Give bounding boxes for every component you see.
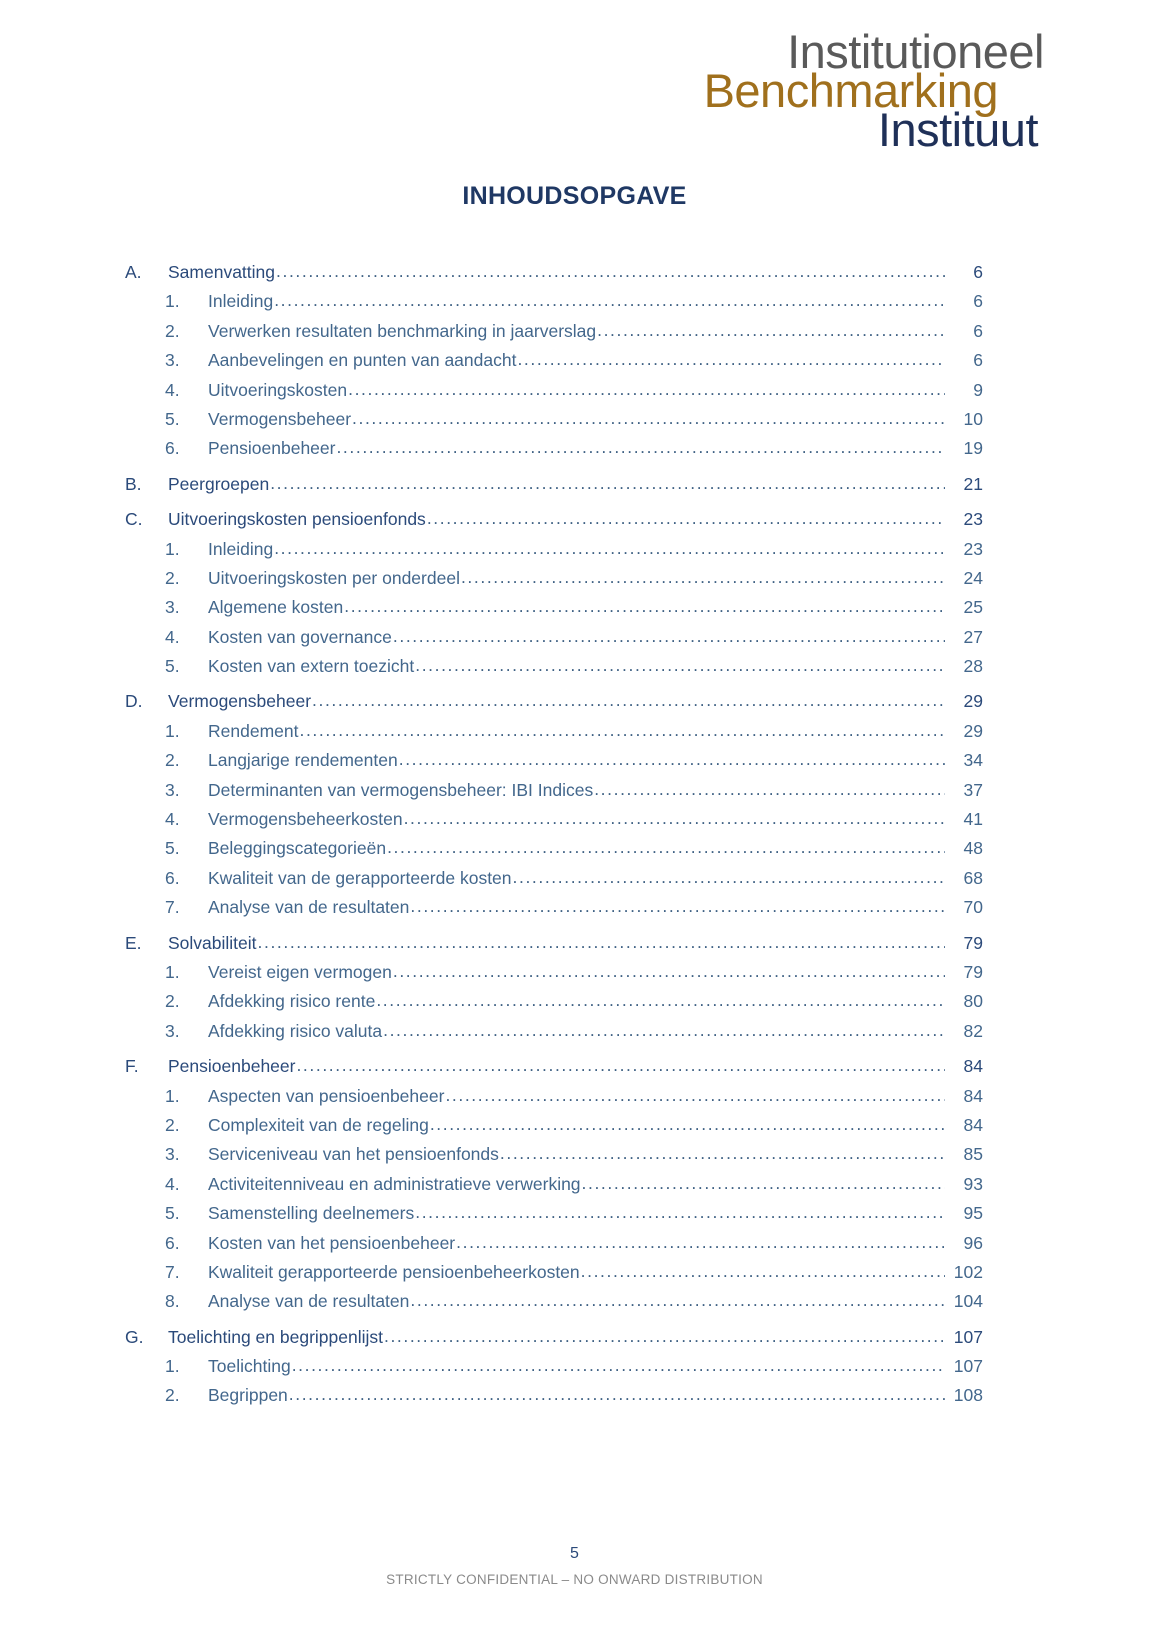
- toc-dot-leader: [597, 320, 945, 341]
- toc-dot-leader: [312, 690, 945, 711]
- toc-entry-page-number: 84: [963, 1085, 983, 1106]
- toc-entry[interactable]: [125, 656, 983, 685]
- toc-entry[interactable]: [125, 838, 983, 867]
- toc-entry-page-number: 108: [953, 1385, 983, 1406]
- toc-entry-label: Solvabiliteit: [168, 932, 257, 953]
- toc-entry[interactable]: [125, 933, 983, 962]
- toc-entry-page-number: 29: [963, 691, 983, 712]
- toc-entry-page-number: 107: [953, 1356, 983, 1377]
- toc-entry[interactable]: [125, 1144, 983, 1173]
- toc-entry[interactable]: [125, 350, 983, 379]
- toc-entry-number: 5.: [165, 1203, 180, 1224]
- toc-entry[interactable]: [125, 1262, 983, 1291]
- toc-entry-number: 3.: [165, 779, 180, 800]
- toc-entry[interactable]: [125, 1086, 983, 1115]
- toc-entry[interactable]: [125, 1056, 983, 1085]
- toc-dot-leader: [415, 1202, 945, 1223]
- toc-entry-page-number: 23: [963, 509, 983, 530]
- toc-entry-label: Langjarige rendementen: [208, 750, 398, 771]
- toc-entry-number: A.: [125, 262, 142, 282]
- toc-dot-leader: [445, 1085, 945, 1106]
- toc-entry-label: Analyse van de resultaten: [208, 1291, 410, 1312]
- toc-entry[interactable]: [125, 868, 983, 897]
- toc-entry-page-number: 19: [963, 438, 983, 459]
- toc-dot-leader: [427, 508, 945, 529]
- toc-entry[interactable]: [125, 897, 983, 926]
- toc-entry-label: Determinanten van vermogensbeheer: IBI Indices: [208, 779, 594, 800]
- toc-dot-leader: [258, 932, 945, 953]
- toc-entry-page-number: 10: [963, 408, 983, 429]
- toc-dot-leader: [289, 1384, 945, 1405]
- toc-entry-page-number: 107: [953, 1326, 983, 1347]
- toc-entry-number: 6.: [165, 867, 180, 888]
- toc-entry-label: Pensioenbeheer: [168, 1056, 296, 1077]
- toc-dot-leader: [352, 408, 945, 429]
- toc-entry-number: E.: [125, 932, 142, 953]
- toc-entry[interactable]: [125, 780, 983, 809]
- footer-page-number: 5: [570, 1545, 579, 1562]
- toc-entry-number: 1.: [165, 1356, 180, 1377]
- toc-dot-leader: [348, 379, 945, 400]
- toc-entry-page-number: 104: [953, 1291, 983, 1312]
- toc-entry-number: 3.: [165, 597, 180, 618]
- toc-dot-leader: [517, 349, 945, 370]
- toc-entry-number: 2.: [165, 750, 180, 771]
- toc-entry-page-number: 9: [973, 379, 983, 400]
- toc-dot-leader: [384, 1326, 945, 1347]
- toc-entry[interactable]: [125, 750, 983, 779]
- toc-dot-leader: [456, 1232, 945, 1253]
- toc-entry-number: 2.: [165, 1385, 180, 1406]
- toc-entry-page-number: 70: [963, 897, 983, 918]
- toc-entry-page-number: 34: [963, 750, 983, 771]
- toc-dot-leader: [274, 538, 945, 559]
- toc-entry-page-number: 82: [963, 1020, 983, 1041]
- toc-entry[interactable]: [125, 1021, 983, 1050]
- toc-entry[interactable]: [125, 1203, 983, 1232]
- footer-confidentiality-notice: STRICTLY CONFIDENTIAL – NO ONWARD DISTRIBUTION: [386, 1572, 763, 1587]
- toc-entry[interactable]: [125, 962, 983, 991]
- toc-entry-label: Afdekking risico rente: [208, 991, 376, 1012]
- toc-entry-label: Peergroepen: [168, 473, 270, 494]
- toc-entry-number: 4.: [165, 379, 180, 400]
- toc-entry-page-number: 25: [963, 597, 983, 618]
- toc-entry-label: Pensioenbeheer: [208, 438, 336, 459]
- toc-entry-page-number: 6: [973, 262, 983, 282]
- toc-entry-number: 8.: [165, 1291, 180, 1312]
- toc-entry-number: 5.: [165, 838, 180, 859]
- toc-entry[interactable]: [125, 321, 983, 350]
- toc-entry-page-number: 29: [963, 720, 983, 741]
- toc-entry-page-number: 24: [963, 567, 983, 588]
- toc-entry-label: Uitvoeringskosten: [208, 379, 348, 400]
- toc-dot-leader: [336, 437, 945, 458]
- toc-entry[interactable]: [125, 291, 983, 320]
- toc-dot-leader: [404, 808, 945, 829]
- toc-entry-label: Aanbevelingen en punten van aandacht: [208, 350, 517, 371]
- toc-entry-page-number: 6: [973, 320, 983, 341]
- toc-entry-number: 2.: [165, 991, 180, 1012]
- toc-entry[interactable]: [125, 627, 983, 656]
- toc-entry-label: Serviceniveau van het pensioenfonds: [208, 1144, 499, 1165]
- toc-entry-number: 6.: [165, 1232, 180, 1253]
- toc-dot-leader: [430, 1114, 945, 1135]
- toc-entry-page-number: 41: [963, 809, 983, 830]
- toc-entry-label: Algemene kosten: [208, 597, 344, 618]
- toc-entry[interactable]: [125, 380, 983, 409]
- toc-dot-leader: [500, 1143, 945, 1164]
- toc-entry-page-number: 6: [973, 350, 983, 371]
- toc-entry-number: 2.: [165, 567, 180, 588]
- company-logo: [703, 25, 1044, 157]
- toc-entry-page-number: 84: [963, 1056, 983, 1077]
- toc-entry-page-number: 21: [963, 473, 983, 494]
- toc-entry-number: 2.: [165, 320, 180, 341]
- toc-entry-label: Afdekking risico valuta: [208, 1020, 383, 1041]
- toc-entry-number: 1.: [165, 291, 180, 312]
- toc-entry[interactable]: [125, 1385, 983, 1414]
- toc-dot-leader: [582, 1173, 945, 1194]
- toc-dot-leader: [581, 1261, 945, 1282]
- toc-entry-number: G.: [125, 1326, 144, 1347]
- toc-entry-label: Kosten van governance: [208, 626, 392, 647]
- toc-entry-page-number: 6: [973, 291, 983, 312]
- toc-entry-page-number: 95: [963, 1203, 983, 1224]
- toc-dot-leader: [399, 749, 945, 770]
- toc-dot-leader: [393, 961, 945, 982]
- toc-entry[interactable]: [125, 597, 983, 626]
- toc-entry-label: Samenvatting: [168, 262, 276, 282]
- toc-entry-page-number: 27: [963, 626, 983, 647]
- logo-line-instituut: Instituut: [877, 103, 1038, 157]
- toc-entry-label: Kosten van het pensioenbeheer: [208, 1232, 456, 1253]
- toc-entry-number: 5.: [165, 656, 180, 677]
- toc-entry-label: Uitvoeringskosten pensioenfonds: [168, 509, 426, 530]
- toc-entry[interactable]: [125, 1174, 983, 1203]
- toc-entry-label: Toelichting en begrippenlijst: [168, 1326, 383, 1347]
- toc-entry-number: 3.: [165, 1020, 180, 1041]
- toc-entry-page-number: 48: [963, 838, 983, 859]
- toc-entry-page-number: 93: [963, 1173, 983, 1194]
- toc-dot-leader: [276, 261, 945, 282]
- toc-entry-page-number: 79: [963, 932, 983, 953]
- toc-dot-leader: [513, 867, 945, 888]
- toc-entry-label: Rendement: [208, 720, 299, 741]
- toc-entry-label: Complexiteit van de regeling: [208, 1114, 429, 1135]
- toc-entry-label: Verwerken resultaten benchmarking in jaarverslag: [208, 320, 597, 341]
- toc-entry-number: 7.: [165, 1261, 180, 1282]
- toc-entry-page-number: 102: [953, 1261, 983, 1282]
- toc-dot-leader: [296, 1055, 945, 1076]
- toc-entry-label: Kwaliteit van de gerapporteerde kosten: [208, 867, 512, 888]
- toc-dot-leader: [410, 896, 945, 917]
- toc-entry-label: Inleiding: [208, 538, 274, 559]
- toc-entry-number: D.: [125, 691, 143, 712]
- toc-dot-leader: [461, 567, 945, 588]
- toc-entry-page-number: 37: [963, 779, 983, 800]
- toc-dot-leader: [393, 626, 945, 647]
- toc-entry-label: Analyse van de resultaten: [208, 897, 410, 918]
- toc-entry-number: 4.: [165, 809, 180, 830]
- toc-entry[interactable]: [125, 1327, 983, 1356]
- toc-entry[interactable]: [125, 1356, 983, 1385]
- toc-dot-leader: [376, 990, 945, 1011]
- toc-entry-number: 6.: [165, 438, 180, 459]
- toc-entry[interactable]: [125, 509, 983, 538]
- logo-line-institutioneel: Institutioneel: [787, 25, 1044, 78]
- toc-entry-number: C.: [125, 509, 143, 530]
- logo-line-benchmarking: Benchmarking: [703, 64, 998, 118]
- toc-dot-leader: [383, 1020, 945, 1041]
- toc-entry-page-number: 79: [963, 961, 983, 982]
- toc-entry[interactable]: [125, 991, 983, 1020]
- toc-dot-leader: [292, 1355, 945, 1376]
- toc-entry[interactable]: [125, 1115, 983, 1144]
- toc-entry[interactable]: [125, 438, 983, 467]
- toc-entry-number: B.: [125, 473, 142, 494]
- toc-entry-label: Aspecten van pensioenbeheer: [208, 1085, 445, 1106]
- toc-entry[interactable]: [125, 409, 983, 438]
- toc-dot-leader: [270, 473, 945, 494]
- toc-entry-label: Vermogensbeheer: [208, 408, 352, 429]
- toc-entry-label: Toelichting: [208, 1356, 291, 1377]
- toc-entry-label: Vermogensbeheer: [168, 691, 312, 712]
- page-title: INHOUDSOPGAVE: [462, 182, 687, 210]
- toc-entry-label: Inleiding: [208, 291, 274, 312]
- toc-entry-label: Uitvoeringskosten per onderdeel: [208, 567, 460, 588]
- toc-entry-number: 3.: [165, 350, 180, 371]
- toc-entry-page-number: 85: [963, 1144, 983, 1165]
- toc-entry-label: Samenstelling deelnemers: [208, 1203, 415, 1224]
- toc-entry[interactable]: [125, 809, 983, 838]
- toc-entry-number: 1.: [165, 1085, 180, 1106]
- toc-entry-number: 1.: [165, 720, 180, 741]
- table-of-contents: [125, 262, 983, 1415]
- toc-dot-leader: [410, 1290, 945, 1311]
- toc-entry-number: 4.: [165, 1173, 180, 1194]
- toc-entry-label: Kwaliteit gerapporteerde pensioenbeheerkosten: [208, 1261, 580, 1282]
- toc-entry-number: 5.: [165, 408, 180, 429]
- toc-entry-label: Kosten van extern toezicht: [208, 656, 415, 677]
- toc-entry-label: Vereist eigen vermogen: [208, 961, 392, 982]
- toc-entry-page-number: 80: [963, 991, 983, 1012]
- toc-dot-leader: [594, 779, 945, 800]
- toc-entry-page-number: 84: [963, 1114, 983, 1135]
- toc-entry-number: 1.: [165, 538, 180, 559]
- toc-entry[interactable]: [125, 568, 983, 597]
- toc-entry-number: 4.: [165, 626, 180, 647]
- toc-entry[interactable]: [125, 1233, 983, 1262]
- toc-entry-label: Vermogensbeheerkosten: [208, 809, 403, 830]
- toc-entry[interactable]: [125, 262, 983, 291]
- toc-entry-page-number: 23: [963, 538, 983, 559]
- toc-entry-page-number: 28: [963, 656, 983, 677]
- toc-entry-label: Activiteitenniveau en administratieve verwerking: [208, 1173, 581, 1194]
- toc-entry-number: 2.: [165, 1114, 180, 1135]
- toc-entry-number: 1.: [165, 961, 180, 982]
- toc-entry-label: Begrippen: [208, 1385, 288, 1406]
- toc-entry-page-number: 96: [963, 1232, 983, 1253]
- toc-entry-label: Beleggingscategorieën: [208, 838, 387, 859]
- toc-dot-leader: [415, 655, 945, 676]
- toc-entry[interactable]: [125, 474, 983, 503]
- toc-entry-number: 7.: [165, 897, 180, 918]
- toc-entry[interactable]: [125, 1291, 983, 1320]
- toc-entry[interactable]: [125, 721, 983, 750]
- toc-entry-number: F.: [125, 1056, 139, 1077]
- toc-dot-leader: [299, 720, 945, 741]
- toc-entry[interactable]: [125, 691, 983, 720]
- toc-dot-leader: [274, 290, 945, 311]
- toc-entry-page-number: 68: [963, 867, 983, 888]
- toc-dot-leader: [387, 837, 945, 858]
- toc-dot-leader: [344, 596, 945, 617]
- toc-entry[interactable]: [125, 539, 983, 568]
- toc-entry-number: 3.: [165, 1144, 180, 1165]
